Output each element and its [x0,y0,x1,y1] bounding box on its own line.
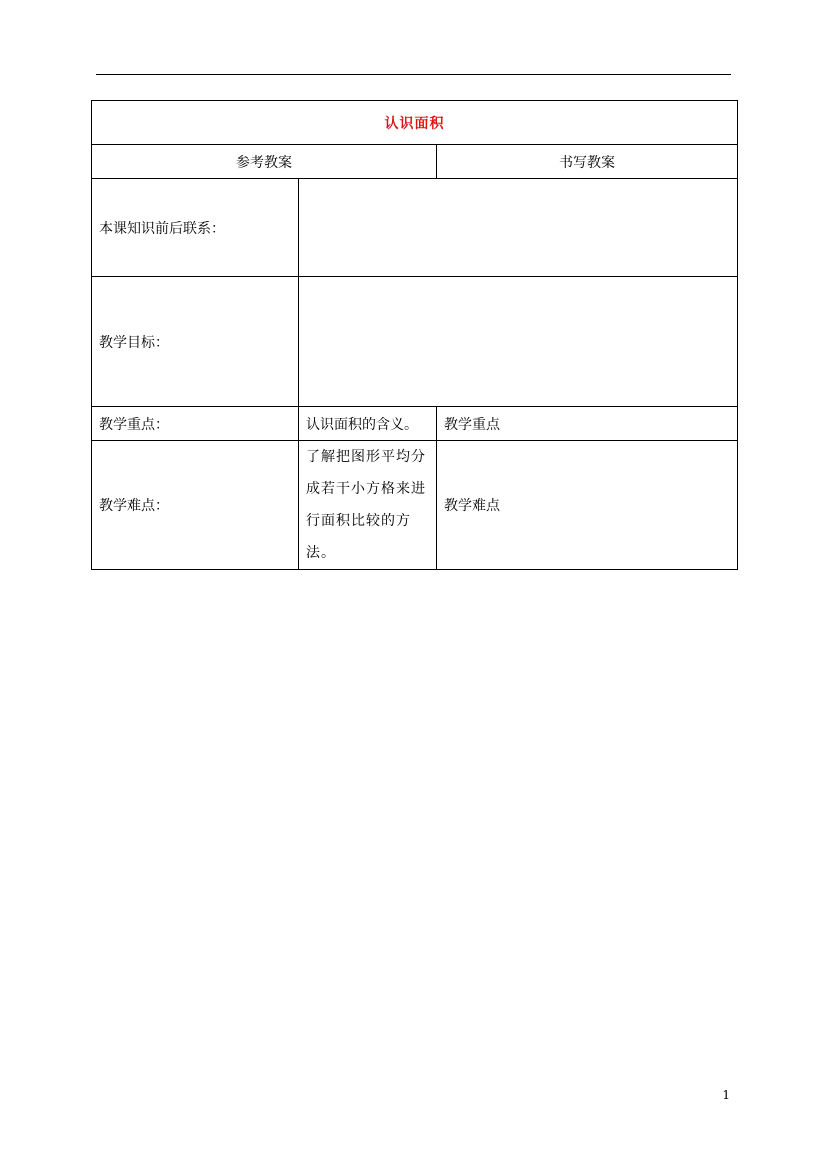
header-rule [96,74,731,75]
title-row [92,101,738,145]
difficulties-row [92,441,738,570]
difficulties-content [299,441,437,570]
key-points-label: 教学重点： [92,407,299,441]
knowledge-links-row [92,179,738,277]
teaching-goals-label: 教学目标： [92,277,299,407]
lesson-plan-table [91,100,738,570]
teaching-goals-content [299,277,738,407]
key-points-content: 认识面积的含义。 [299,407,437,441]
difficulties-writing: 教学难点 [437,441,738,570]
difficulties-content-line: 成若干小方格来进 [306,481,426,497]
reference-plan-header: 参考教案 [92,145,437,179]
column-header-row [92,145,738,179]
knowledge-links-content [299,179,738,277]
writing-plan-header: 书写教案 [437,145,738,179]
difficulties-label: 教学难点： [92,441,299,570]
difficulties-content-line: 行面积比较的方法。 [306,513,411,561]
knowledge-links-label: 本课知识前后联系： [92,179,299,277]
teaching-goals-row [92,277,738,407]
key-points-writing: 教学重点 [437,407,738,441]
key-points-row [92,407,738,441]
difficulties-content-line: 了解把图形平均分 [306,449,426,465]
document-title: 认识面积 [92,101,738,145]
page-number: 1 [722,1088,730,1102]
